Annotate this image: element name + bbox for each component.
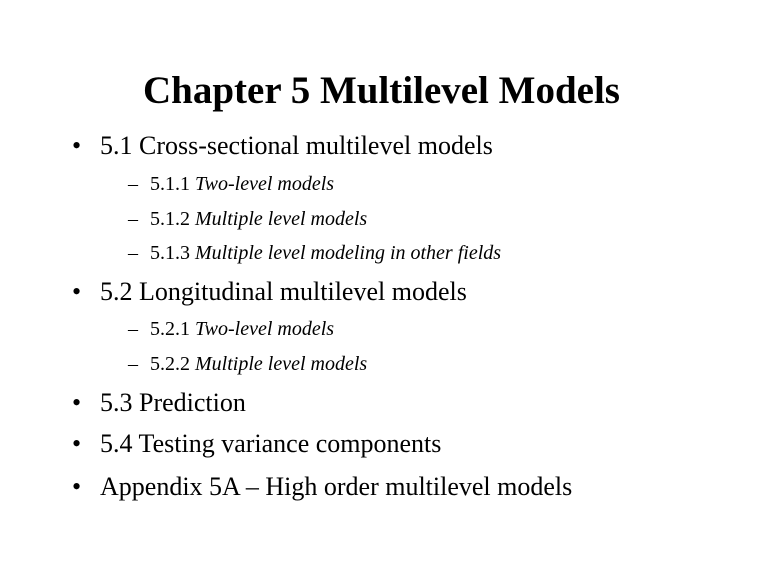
bullet-text: 5.4 Testing variance components [100,429,442,458]
sub-item-label: Multiple level models [195,353,368,375]
sub-item-label: Multiple level models [195,208,368,230]
bullet-text: Appendix 5A – High order multilevel models [100,472,573,501]
sub-item-label: Two-level models [195,318,335,340]
slide-title: Chapter 5 Multilevel Models [143,69,620,112]
sub-item-text [150,317,334,341]
dash-marker: – [128,173,138,195]
bullet-text: 5.1 Cross-sectional multilevel models [100,131,493,160]
bullet-marker: • [72,131,82,160]
dash-marker: – [128,242,138,264]
dash-marker: – [128,318,138,340]
dash-marker: – [128,353,138,375]
sub-item-label: Two-level models [195,173,335,195]
bullet-marker: • [72,388,82,417]
sub-item-text [150,207,367,231]
sub-item-number: 5.2.1 [150,318,195,340]
sub-item-text [150,172,334,196]
sub-item-number: 5.1.3 [150,242,195,264]
sub-item-text [150,352,367,376]
dash-marker: – [128,208,138,230]
bullet-marker: • [72,277,82,306]
sub-item-label: Multiple level modeling in other fields [195,242,502,264]
bullet-marker: • [72,429,82,458]
sub-item-number: 5.2.2 [150,353,195,375]
sub-item-text [150,241,501,265]
bullet-text: 5.3 Prediction [100,388,246,417]
sub-item-number: 5.1.2 [150,208,195,230]
sub-item-number: 5.1.1 [150,173,195,195]
bullet-text: 5.2 Longitudinal multilevel models [100,277,467,306]
bullet-marker: • [72,472,82,501]
